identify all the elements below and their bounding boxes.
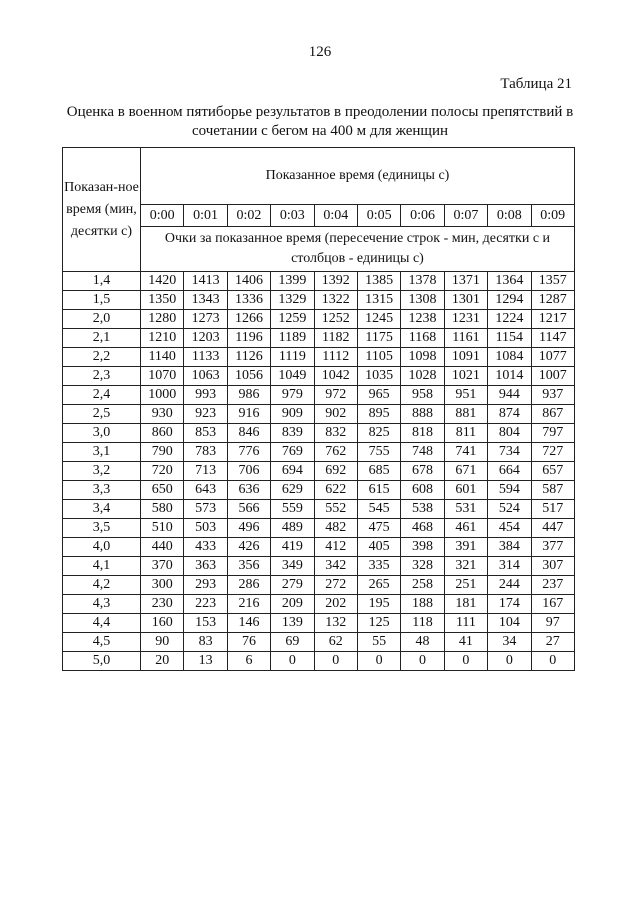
table-cell: 811 xyxy=(444,424,487,443)
table-cell: 363 xyxy=(184,557,227,576)
table-cell: 90 xyxy=(141,633,184,652)
table-cell: 643 xyxy=(184,481,227,500)
table-cell: 1161 xyxy=(444,329,487,348)
table-cell: 1203 xyxy=(184,329,227,348)
table-row xyxy=(63,405,575,424)
table-cell: 62 xyxy=(314,633,357,652)
table-cell: 0 xyxy=(531,652,574,671)
table-cell: 34 xyxy=(488,633,531,652)
table-cell: 580 xyxy=(141,500,184,519)
page-number: 126 xyxy=(308,44,332,60)
table-cell: 482 xyxy=(314,519,357,538)
table-cell: 1252 xyxy=(314,310,357,329)
row-header: Показан-ное время (мин, десятки с) xyxy=(63,148,141,272)
table-cell: 1329 xyxy=(271,291,314,310)
table-cell: 804 xyxy=(488,424,531,443)
table-cell: 6 xyxy=(227,652,270,671)
table-cell: 622 xyxy=(314,481,357,500)
table-cell: 356 xyxy=(227,557,270,576)
row-label: 2,2 xyxy=(63,348,141,367)
table-cell: 167 xyxy=(531,595,574,614)
table-cell: 433 xyxy=(184,538,227,557)
table-cell: 1308 xyxy=(401,291,444,310)
row-label: 4,3 xyxy=(63,595,141,614)
table-cell: 1399 xyxy=(271,272,314,291)
table-cell: 776 xyxy=(227,443,270,462)
table-body xyxy=(63,272,575,671)
table-cell: 118 xyxy=(401,614,444,633)
table-cell: 69 xyxy=(271,633,314,652)
table-cell: 1357 xyxy=(531,272,574,291)
table-cell: 1217 xyxy=(531,310,574,329)
table-row xyxy=(63,310,575,329)
row-label: 2,5 xyxy=(63,405,141,424)
table-cell: 853 xyxy=(184,424,227,443)
table-cell: 377 xyxy=(531,538,574,557)
table-cell: 251 xyxy=(444,576,487,595)
table-cell: 0 xyxy=(357,652,400,671)
table-cell: 923 xyxy=(184,405,227,424)
table-cell: 83 xyxy=(184,633,227,652)
table-cell: 447 xyxy=(531,519,574,538)
table-title: Оценка в военном пятиборье результатов в преодолении полосы препятствий в сочетании с бегом на 400 м для женщин xyxy=(66,104,574,139)
table-cell: 559 xyxy=(271,500,314,519)
table-cell: 160 xyxy=(141,614,184,633)
table-cell: 104 xyxy=(488,614,531,633)
row-label: 3,4 xyxy=(63,500,141,519)
table-cell: 237 xyxy=(531,576,574,595)
table-cell: 174 xyxy=(488,595,531,614)
table-cell: 0 xyxy=(444,652,487,671)
table-cell: 0 xyxy=(401,652,444,671)
table-row xyxy=(63,272,575,291)
table-cell: 538 xyxy=(401,500,444,519)
table-cell: 496 xyxy=(227,519,270,538)
table-cell: 349 xyxy=(271,557,314,576)
table-cell: 706 xyxy=(227,462,270,481)
row-label: 4,1 xyxy=(63,557,141,576)
table-cell: 1140 xyxy=(141,348,184,367)
table-row xyxy=(63,576,575,595)
table-cell: 650 xyxy=(141,481,184,500)
table-cell: 916 xyxy=(227,405,270,424)
table-cell: 769 xyxy=(271,443,314,462)
table-cell: 1000 xyxy=(141,386,184,405)
row-label: 4,4 xyxy=(63,614,141,633)
table-cell: 1315 xyxy=(357,291,400,310)
table-cell: 587 xyxy=(531,481,574,500)
table-cell: 202 xyxy=(314,595,357,614)
table-cell: 1147 xyxy=(531,329,574,348)
results-table xyxy=(62,147,575,671)
row-label: 1,5 xyxy=(63,291,141,310)
table-cell: 944 xyxy=(488,386,531,405)
table-cell: 97 xyxy=(531,614,574,633)
row-label: 3,5 xyxy=(63,519,141,538)
table-cell: 846 xyxy=(227,424,270,443)
column-header: 0:01 xyxy=(184,205,227,227)
table-cell: 874 xyxy=(488,405,531,424)
table-cell: 755 xyxy=(357,443,400,462)
table-cell: 342 xyxy=(314,557,357,576)
row-label: 2,0 xyxy=(63,310,141,329)
table-cell: 216 xyxy=(227,595,270,614)
table-cell: 867 xyxy=(531,405,574,424)
column-header: 0:04 xyxy=(314,205,357,227)
table-cell: 1091 xyxy=(444,348,487,367)
table-cell: 384 xyxy=(488,538,531,557)
table-cell: 1259 xyxy=(271,310,314,329)
table-row xyxy=(63,595,575,614)
row-label: 2,4 xyxy=(63,386,141,405)
column-header: 0:03 xyxy=(271,205,314,227)
table-cell: 223 xyxy=(184,595,227,614)
table-cell: 510 xyxy=(141,519,184,538)
table-cell: 839 xyxy=(271,424,314,443)
column-header: 0:00 xyxy=(141,205,184,227)
table-row xyxy=(63,348,575,367)
table-row xyxy=(63,500,575,519)
table-cell: 1119 xyxy=(271,348,314,367)
table-cell: 1385 xyxy=(357,272,400,291)
table-cell: 1322 xyxy=(314,291,357,310)
table-cell: 48 xyxy=(401,633,444,652)
table-row xyxy=(63,291,575,310)
table-cell: 230 xyxy=(141,595,184,614)
table-cell: 629 xyxy=(271,481,314,500)
table-cell: 1413 xyxy=(184,272,227,291)
points-header: Очки за показанное время (пересечение строк - мин, десятки с и столбцов - единицы с) xyxy=(141,227,575,272)
table-cell: 293 xyxy=(184,576,227,595)
table-cell: 1175 xyxy=(357,329,400,348)
table-row xyxy=(63,538,575,557)
table-cell: 664 xyxy=(488,462,531,481)
table-label: Таблица 21 xyxy=(500,76,572,92)
table-cell: 125 xyxy=(357,614,400,633)
table-cell: 398 xyxy=(401,538,444,557)
table-cell: 391 xyxy=(444,538,487,557)
row-label: 4,5 xyxy=(63,633,141,652)
table-cell: 132 xyxy=(314,614,357,633)
table-cell: 1126 xyxy=(227,348,270,367)
table-cell: 335 xyxy=(357,557,400,576)
table-cell: 694 xyxy=(271,462,314,481)
table-cell: 244 xyxy=(488,576,531,595)
table-cell: 727 xyxy=(531,443,574,462)
table-cell: 657 xyxy=(531,462,574,481)
column-header: 0:02 xyxy=(227,205,270,227)
table-cell: 1245 xyxy=(357,310,400,329)
table-cell: 713 xyxy=(184,462,227,481)
table-cell: 188 xyxy=(401,595,444,614)
table-cell: 1070 xyxy=(141,367,184,386)
table-cell: 573 xyxy=(184,500,227,519)
table-cell: 909 xyxy=(271,405,314,424)
table-cell: 1042 xyxy=(314,367,357,386)
table-cell: 139 xyxy=(271,614,314,633)
table-cell: 0 xyxy=(271,652,314,671)
table-cell: 370 xyxy=(141,557,184,576)
table-cell: 454 xyxy=(488,519,531,538)
table-cell: 272 xyxy=(314,576,357,595)
table-cell: 517 xyxy=(531,500,574,519)
table-cell: 111 xyxy=(444,614,487,633)
table-cell: 832 xyxy=(314,424,357,443)
table-cell: 76 xyxy=(227,633,270,652)
table-row xyxy=(63,519,575,538)
table-cell: 1182 xyxy=(314,329,357,348)
table-cell: 615 xyxy=(357,481,400,500)
table-cell: 1063 xyxy=(184,367,227,386)
table-cell: 1007 xyxy=(531,367,574,386)
table-cell: 0 xyxy=(488,652,531,671)
table-cell: 1280 xyxy=(141,310,184,329)
table-cell: 1392 xyxy=(314,272,357,291)
table-cell: 307 xyxy=(531,557,574,576)
table-cell: 930 xyxy=(141,405,184,424)
table-cell: 748 xyxy=(401,443,444,462)
table-cell: 1420 xyxy=(141,272,184,291)
table-cell: 1098 xyxy=(401,348,444,367)
table-cell: 1406 xyxy=(227,272,270,291)
table-cell: 328 xyxy=(401,557,444,576)
table-row xyxy=(63,462,575,481)
table-cell: 1168 xyxy=(401,329,444,348)
table-cell: 790 xyxy=(141,443,184,462)
table-cell: 489 xyxy=(271,519,314,538)
table-cell: 1224 xyxy=(488,310,531,329)
table-cell: 958 xyxy=(401,386,444,405)
table-cell: 734 xyxy=(488,443,531,462)
table-cell: 41 xyxy=(444,633,487,652)
row-label: 3,1 xyxy=(63,443,141,462)
table-cell: 1154 xyxy=(488,329,531,348)
table-cell: 1084 xyxy=(488,348,531,367)
table-cell: 720 xyxy=(141,462,184,481)
table-cell: 601 xyxy=(444,481,487,500)
row-label: 3,0 xyxy=(63,424,141,443)
table-cell: 1112 xyxy=(314,348,357,367)
column-header: 0:08 xyxy=(488,205,531,227)
table-cell: 13 xyxy=(184,652,227,671)
table-cell: 783 xyxy=(184,443,227,462)
table-cell: 286 xyxy=(227,576,270,595)
table-cell: 258 xyxy=(401,576,444,595)
table-cell: 300 xyxy=(141,576,184,595)
table-cell: 741 xyxy=(444,443,487,462)
row-label: 4,0 xyxy=(63,538,141,557)
table-cell: 951 xyxy=(444,386,487,405)
table-cell: 461 xyxy=(444,519,487,538)
table-row xyxy=(63,481,575,500)
table-row xyxy=(63,557,575,576)
table-cell: 279 xyxy=(271,576,314,595)
table-cell: 545 xyxy=(357,500,400,519)
table-row xyxy=(63,367,575,386)
table-cell: 965 xyxy=(357,386,400,405)
row-label: 3,2 xyxy=(63,462,141,481)
table-row xyxy=(63,424,575,443)
table-cell: 1035 xyxy=(357,367,400,386)
table-cell: 1056 xyxy=(227,367,270,386)
table-cell: 552 xyxy=(314,500,357,519)
table-cell: 503 xyxy=(184,519,227,538)
table-cell: 671 xyxy=(444,462,487,481)
table-cell: 468 xyxy=(401,519,444,538)
table-cell: 531 xyxy=(444,500,487,519)
table-cell: 146 xyxy=(227,614,270,633)
column-header: 0:05 xyxy=(357,205,400,227)
table-cell: 762 xyxy=(314,443,357,462)
table-cell: 0 xyxy=(314,652,357,671)
table-cell: 1336 xyxy=(227,291,270,310)
table-cell: 181 xyxy=(444,595,487,614)
table-cell: 1196 xyxy=(227,329,270,348)
table-row xyxy=(63,633,575,652)
table-cell: 608 xyxy=(401,481,444,500)
table-cell: 265 xyxy=(357,576,400,595)
table-cell: 1231 xyxy=(444,310,487,329)
column-header: 0:06 xyxy=(401,205,444,227)
table-cell: 1301 xyxy=(444,291,487,310)
table-cell: 153 xyxy=(184,614,227,633)
table-cell: 1014 xyxy=(488,367,531,386)
time-header: Показанное время (единицы с) xyxy=(141,148,575,205)
table-cell: 1077 xyxy=(531,348,574,367)
table-cell: 1294 xyxy=(488,291,531,310)
table-cell: 986 xyxy=(227,386,270,405)
table-cell: 1266 xyxy=(227,310,270,329)
table-cell: 321 xyxy=(444,557,487,576)
table-cell: 993 xyxy=(184,386,227,405)
table-cell: 27 xyxy=(531,633,574,652)
table-cell: 314 xyxy=(488,557,531,576)
table-cell: 20 xyxy=(141,652,184,671)
table-cell: 55 xyxy=(357,633,400,652)
table-cell: 1049 xyxy=(271,367,314,386)
table-cell: 678 xyxy=(401,462,444,481)
table-cell: 566 xyxy=(227,500,270,519)
table-cell: 419 xyxy=(271,538,314,557)
table-cell: 1238 xyxy=(401,310,444,329)
table-cell: 1105 xyxy=(357,348,400,367)
row-label: 4,2 xyxy=(63,576,141,595)
table-row xyxy=(63,386,575,405)
row-label: 1,4 xyxy=(63,272,141,291)
row-label: 2,3 xyxy=(63,367,141,386)
table-cell: 895 xyxy=(357,405,400,424)
table-cell: 972 xyxy=(314,386,357,405)
table-cell: 209 xyxy=(271,595,314,614)
table-cell: 1133 xyxy=(184,348,227,367)
table-cell: 636 xyxy=(227,481,270,500)
table-cell: 902 xyxy=(314,405,357,424)
table-row xyxy=(63,329,575,348)
table-cell: 1364 xyxy=(488,272,531,291)
table-cell: 1210 xyxy=(141,329,184,348)
row-label: 5,0 xyxy=(63,652,141,671)
table-cell: 881 xyxy=(444,405,487,424)
table-cell: 979 xyxy=(271,386,314,405)
row-label: 2,1 xyxy=(63,329,141,348)
table-cell: 594 xyxy=(488,481,531,500)
table-cell: 1021 xyxy=(444,367,487,386)
table-row xyxy=(63,614,575,633)
table-cell: 1371 xyxy=(444,272,487,291)
table-cell: 1028 xyxy=(401,367,444,386)
table-cell: 195 xyxy=(357,595,400,614)
table-cell: 1189 xyxy=(271,329,314,348)
table-cell: 797 xyxy=(531,424,574,443)
table-cell: 937 xyxy=(531,386,574,405)
table-cell: 1273 xyxy=(184,310,227,329)
table-cell: 524 xyxy=(488,500,531,519)
table-cell: 426 xyxy=(227,538,270,557)
table-cell: 825 xyxy=(357,424,400,443)
row-label: 3,3 xyxy=(63,481,141,500)
table-cell: 405 xyxy=(357,538,400,557)
table-cell: 1350 xyxy=(141,291,184,310)
column-header: 0:07 xyxy=(444,205,487,227)
table-cell: 412 xyxy=(314,538,357,557)
table-cell: 1287 xyxy=(531,291,574,310)
table-cell: 440 xyxy=(141,538,184,557)
table-cell: 685 xyxy=(357,462,400,481)
table-cell: 1343 xyxy=(184,291,227,310)
table-cell: 692 xyxy=(314,462,357,481)
table-cell: 1378 xyxy=(401,272,444,291)
table-row xyxy=(63,443,575,462)
table-cell: 888 xyxy=(401,405,444,424)
table-cell: 818 xyxy=(401,424,444,443)
table-row xyxy=(63,652,575,671)
column-header: 0:09 xyxy=(531,205,574,227)
table-cell: 475 xyxy=(357,519,400,538)
table-cell: 860 xyxy=(141,424,184,443)
